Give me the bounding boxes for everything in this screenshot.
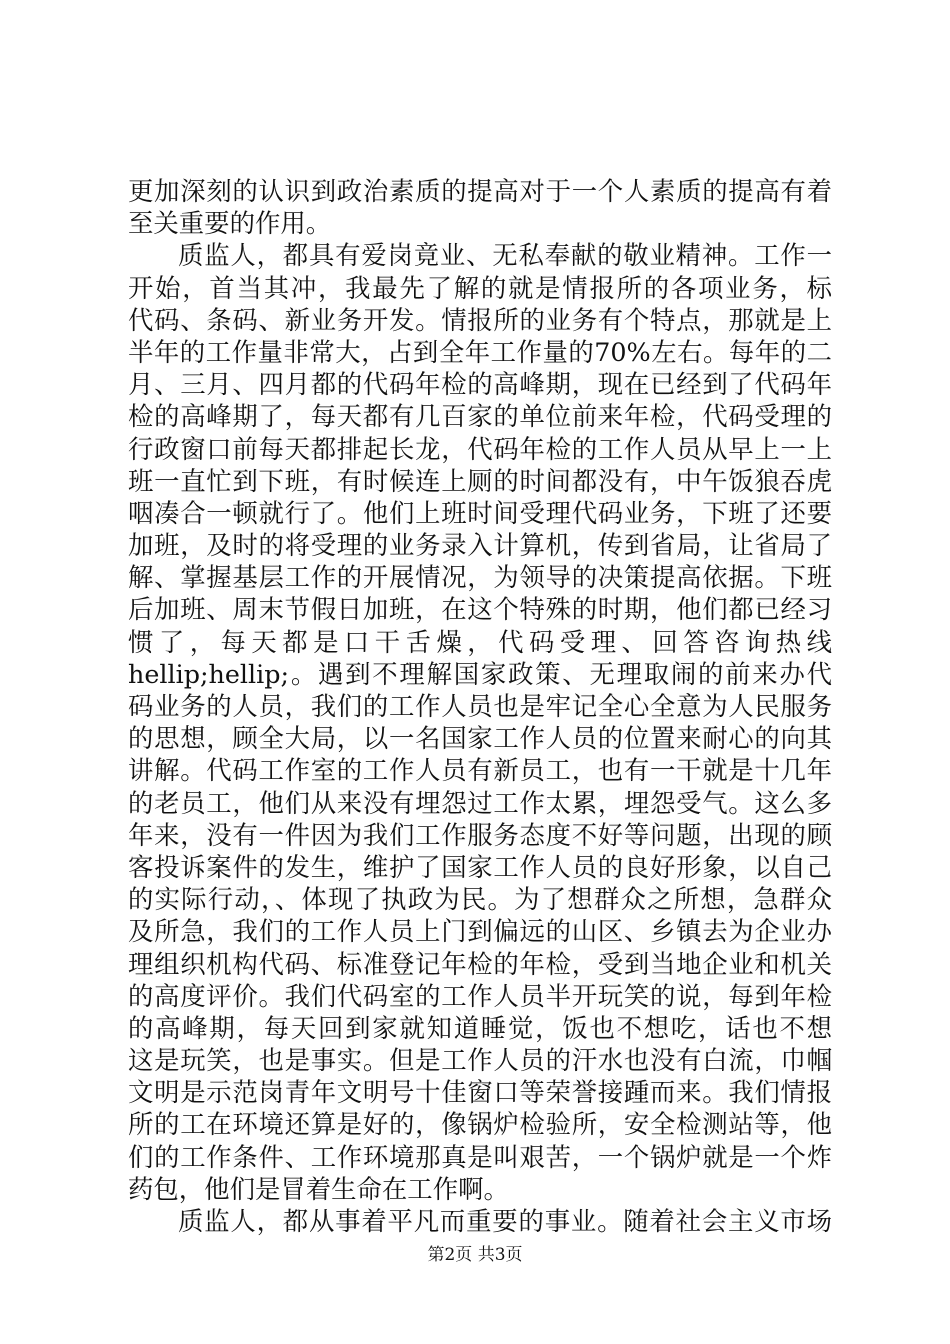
text-line: 年来，没有一件因为我们工作服务态度不好等问题，出现的顾 [128,819,832,850]
text-line: 质监人，都从事着平凡而重要的事业。随着社会主义市场 [178,1206,832,1236]
text-line: 讲解。代码工作室的工作人员有新员工，也有一干就是十几年 [128,755,832,786]
text-line: 的高峰期，每天回到家就知道睡觉，饭也不想吃，话也不想 [128,1012,832,1043]
text-line: 理组织机构代码、标准登记年检的年检，受到当地企业和机关 [128,948,832,979]
text-line: 加班，及时的将受理的业务录入计算机，传到省局，让省局了 [128,530,832,561]
text-line: 咽凑合一顿就行了。他们上班时间受理代码业务，下班了还要 [128,497,832,528]
text-line: 的思想，顾全大局，以一名国家工作人员的位置来耐心的向其 [128,723,832,754]
text-line: hellip;hellip;。遇到不理解国家政策、无理取闹的前来办代 [128,658,832,689]
text-line: 所的工在环境还算是好的，像锅炉检验所，安全检测站等，他 [128,1109,832,1140]
text-line: 文明是示范岗青年文明号十佳窗口等荣誉接踵而来。我们情报 [128,1077,832,1108]
text-line: 解、掌握基层工作的开展情况，为领导的决策提高依据。下班 [128,562,832,593]
text-line: 惯了，每天都是口干舌燥，代码受理、回答咨询热线 [128,626,832,657]
text-line: 至关重要的作用。 [128,208,332,239]
text-line: 及所急，我们的工作人员上门到偏远的山区、乡镇去为企业办 [128,916,832,947]
text-line: 开始，首当其冲，我最先了解的就是情报所的各项业务，标 [128,272,832,303]
text-line: 客投诉案件的发生，维护了国家工作人员的良好形象，以自己 [128,851,832,882]
text-line: 月、三月、四月都的代码年检的高峰期，现在已经到了代码年 [128,369,832,400]
text-line: 质监人，都具有爱岗竟业、无私奉献的敬业精神。工作一 [178,240,832,271]
text-line: 们的工作条件、工作环境那真是叫艰苦，一个锅炉就是一个炸 [128,1141,832,1172]
text-line: 这是玩笑，也是事实。但是工作人员的汗水也没有白流，巾帼 [128,1045,832,1076]
text-line: 检的高峰期了，每天都有几百家的单位前来年检，代码受理的 [128,401,832,432]
text-line: 行政窗口前每天都排起长龙，代码年检的工作人员从早上一上 [128,433,832,464]
text-line: 药包，他们是冒着生命在工作啊。 [128,1173,509,1204]
text-line: 的老员工，他们从来没有埋怨过工作太累，埋怨受气。这么多 [128,787,832,818]
text-line: 半年的工作量非常大，占到全年工作量的70%左右。每年的二 [128,336,832,367]
text-line: 的高度评价。我们代码室的工作人员半开玩笑的说，每到年检 [128,980,832,1011]
text-line: 的实际行动，、体现了执政为民。为了想群众之所想，急群众 [128,884,832,915]
body-text [128,175,832,1237]
text-line: 代码、条码、新业务开发。情报所的业务有个特点，那就是上 [128,304,832,335]
text-line: 码业务的人员，我们的工作人员也是牢记全心全意为人民服务 [128,691,832,721]
text-line: 更加深刻的认识到政治素质的提高对于一个人素质的提高有着 [128,176,832,206]
text-line: 班一直忙到下班，有时候连上厕的时间都没有，中午饭狼吞虎 [128,465,832,496]
page-number-footer: 第2页 共3页 [427,1245,523,1265]
text-line: 后加班、周末节假日加班，在这个特殊的时期，他们都已经习 [128,594,832,625]
